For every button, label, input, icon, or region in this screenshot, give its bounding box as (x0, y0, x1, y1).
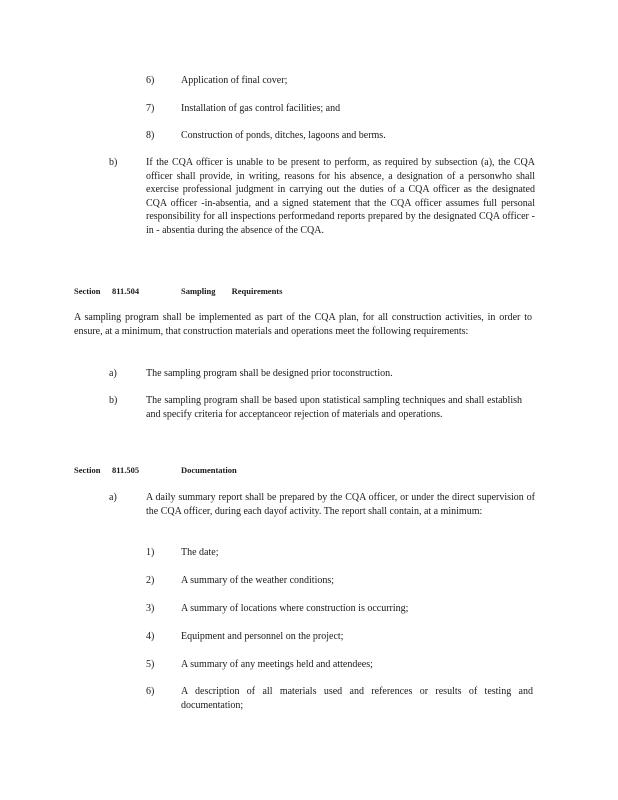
list-item-text: The sampling program shall be based upon statistical sampling techniques and shall establish and specify criteria for acceptanceor rejection of materials and operations. (146, 395, 522, 420)
list-item-text: The date; (181, 547, 219, 558)
list-item-number: 2) (146, 575, 155, 586)
list-item-number: b) (109, 157, 118, 168)
section-number: 811.505 (112, 465, 140, 475)
list-item-text: Installation of gas control facilities; and (181, 103, 341, 114)
list-item-text: A description of all materials used and references or results of testing and documentation; (181, 686, 533, 711)
list-item-text: Application of final cover; (181, 75, 288, 86)
paragraph-sampling-intro: A sampling program shall be implemented as part of the CQA plan, for all construction activities, in order to ensure, at a minimum, that construction materials and operations meet the following requirements: (74, 312, 532, 337)
list-item-number: 8) (146, 130, 155, 141)
list-item-number: a) (109, 368, 117, 379)
paragraph-daily-report: A daily summary report shall be prepared by the CQA officer, or under the direct supervision of the CQA officer, during each dayof activity. The report shall contain, at a minimum: (146, 492, 535, 517)
section-label: Section (74, 465, 101, 475)
paragraph-cqa-absence: If the CQA officer is unable to be present to perform, as required by subsection (a), the CQA officer shall provide, in writing, reasons for his absence, a designation of a personwho shall exercise professional judgment in carrying out the duties of a CQA officer as the designated CQA officer -in-absentia, and a signed statement that the CQA officer assumes full personal responsibility for all inspections performedand reports prepared by the designated CQA officer - in - absentia during the absence of the CQA. (146, 157, 535, 236)
list-item-text: The sampling program shall be designed prior toconstruction. (146, 368, 393, 379)
list-item-text: A summary of any meetings held and attendees; (181, 659, 373, 670)
list-item-text: A summary of locations where construction is occurring; (181, 603, 409, 614)
list-item-number: a) (109, 492, 117, 503)
list-item-text: Construction of ponds, ditches, lagoons and berms. (181, 130, 386, 141)
list-item-number: 6) (146, 686, 155, 697)
list-item-text: Equipment and personnel on the project; (181, 631, 344, 642)
section-title: Sampling Requirements (181, 286, 283, 296)
list-item-number: 6) (146, 75, 155, 86)
list-item-number: 5) (146, 659, 155, 670)
list-item-number: b) (109, 395, 118, 406)
list-item-number: 4) (146, 631, 155, 642)
section-label: Section (74, 286, 101, 296)
section-number: 811.504 (112, 286, 140, 296)
section-title: Documentation (181, 465, 237, 475)
list-item-text: A summary of the weather conditions; (181, 575, 335, 586)
list-item-number: 1) (146, 547, 155, 558)
list-item-number: 7) (146, 103, 155, 114)
list-item-number: 3) (146, 603, 155, 614)
